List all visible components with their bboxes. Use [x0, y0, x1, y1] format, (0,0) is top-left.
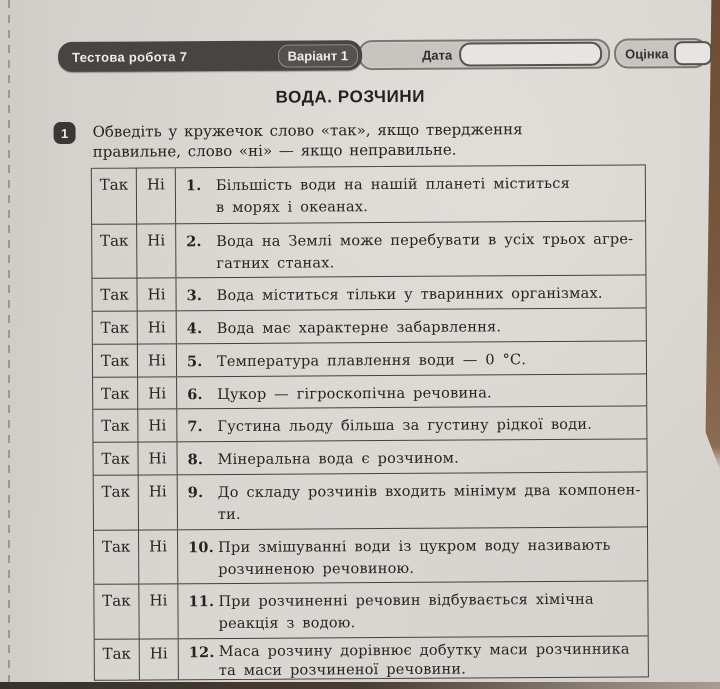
statement-number: 4. [186, 320, 203, 338]
statement-text [217, 283, 640, 308]
statement-line-2: розчиненою речовиною. [218, 560, 415, 578]
table-row [95, 635, 648, 679]
yes-option[interactable]: Так [93, 312, 138, 344]
table-row [93, 406, 646, 442]
statement-cell [177, 374, 646, 409]
no-option[interactable]: Ні [138, 311, 177, 343]
statement-text [218, 589, 641, 636]
yes-option[interactable]: Так [92, 224, 137, 278]
variant-badge: Варіант 1 [278, 44, 359, 67]
date-input[interactable] [459, 42, 602, 67]
no-option[interactable]: Ні [138, 410, 177, 442]
header-bar [58, 38, 669, 72]
table-row [94, 526, 647, 584]
statement-number: 6. [187, 385, 203, 403]
table-row [92, 220, 645, 278]
statement-number: 5. [186, 353, 203, 371]
table-row [93, 308, 646, 344]
test-work-label: Тестова робота 7 [72, 48, 188, 65]
test-work-section [58, 40, 362, 72]
no-option[interactable]: Ні [137, 279, 176, 311]
statement-line-1: Вода на Землі може перебувати в усіх трьох агре- [216, 231, 634, 250]
statement-number: 1. [185, 177, 202, 195]
instruction-line-2: правильне, слово «ні» — якщо неправильне. [92, 140, 457, 161]
statement-text [218, 534, 641, 581]
date-label: Дата [422, 47, 453, 63]
statement-line-1: Густина льоду більша за густину рідкої води. [217, 417, 593, 436]
statement-line-1: Маса розчину дорівнює добутку маси розчинника [218, 641, 630, 661]
statement-cell [178, 527, 647, 584]
statement-text [217, 316, 640, 341]
statement-line-1: Цукор — гігроскопічна речовина. [217, 385, 492, 403]
yes-option[interactable]: Так [92, 279, 137, 311]
statement-cell [178, 473, 647, 530]
statement-line-1: При змішуванні води із цукром воду називають [218, 537, 611, 556]
table-row [92, 165, 645, 223]
no-option[interactable]: Ні [139, 530, 178, 584]
no-option[interactable]: Ні [137, 168, 176, 223]
statement-cell [176, 165, 645, 223]
grade-label: Оцінка [625, 45, 669, 62]
table-row [93, 340, 646, 376]
statement-line-1: Вода має характерне забарвлення. [216, 319, 502, 338]
grade-section [614, 38, 708, 69]
statement-number: 3. [186, 287, 203, 305]
statement-line-2: та маси розчиненої речовини. [218, 661, 467, 680]
statement-cell [176, 276, 645, 311]
table-row [93, 439, 646, 475]
statement-line-1: Температура плавлення води — 0 °С. [216, 352, 527, 370]
table-row [94, 581, 647, 639]
no-option[interactable]: Ні [138, 377, 177, 409]
table-row [92, 275, 645, 311]
table-row [94, 472, 647, 530]
statement-number: 11. [188, 593, 215, 611]
statements-table [91, 164, 649, 680]
statement-text [218, 480, 641, 527]
no-option[interactable]: Ні [137, 224, 176, 278]
statement-text [217, 348, 640, 373]
no-option[interactable]: Ні [139, 585, 178, 639]
task-number-badge: 1 [54, 122, 76, 144]
statement-cell [177, 407, 646, 442]
no-option[interactable]: Ні [138, 344, 177, 376]
statement-number: 10. [188, 538, 214, 556]
statement-line-1: Мінеральна вода є розчином. [217, 450, 459, 469]
yes-option[interactable]: Так [92, 169, 137, 224]
statement-line-1: До складу розчинів входить мінімум два компонен- [217, 482, 641, 502]
statement-line-1: Більшість води на нашій планеті міститься [215, 175, 570, 195]
yes-option[interactable]: Так [93, 344, 138, 376]
statement-cell [177, 440, 646, 475]
grade-input[interactable] [674, 41, 712, 65]
statement-text [216, 172, 639, 219]
task-instruction [93, 119, 573, 162]
statement-text [219, 641, 642, 682]
statement-cell [177, 309, 646, 344]
statement-line-1: При розчиненні речовин відбувається хімічна [218, 592, 594, 611]
statement-cell [178, 582, 647, 639]
statement-number: 7. [187, 418, 203, 436]
statement-cell [176, 221, 645, 278]
statement-number: 2. [186, 232, 202, 250]
yes-option[interactable]: Так [94, 530, 139, 584]
statement-line-2: ти. [217, 506, 241, 524]
statement-cell [177, 341, 646, 376]
no-option[interactable]: Ні [138, 443, 177, 475]
yes-option[interactable]: Так [93, 443, 138, 475]
statement-cell [179, 636, 648, 679]
no-option[interactable]: Ні [140, 639, 179, 679]
statement-number: 12. [188, 644, 215, 662]
statement-text [217, 381, 640, 406]
yes-option[interactable]: Так [93, 377, 138, 409]
no-option[interactable]: Ні [139, 475, 178, 529]
yes-option[interactable]: Так [94, 585, 139, 639]
instruction-line-1: Обведіть у кружечок слово «так», якщо твердження [92, 120, 523, 141]
statement-text [217, 414, 640, 439]
statement-number: 9. [187, 484, 204, 502]
yes-option[interactable]: Так [93, 410, 138, 442]
statement-text [216, 228, 639, 275]
statement-number: 8. [187, 451, 204, 469]
statement-line-2: гатних станах. [216, 254, 335, 272]
statement-line-2: реакція з водою. [218, 615, 356, 633]
page-title: ВОДА. РОЗЧИНИ [275, 86, 426, 107]
statement-text [218, 447, 641, 472]
statement-line-2: в морях і океанах. [215, 199, 369, 217]
statement-line-1: Вода міститься тільки у тваринних організмах. [216, 285, 603, 305]
table-row [93, 373, 646, 409]
date-section [358, 39, 610, 71]
yes-option[interactable]: Так [95, 640, 140, 680]
yes-option[interactable]: Так [94, 476, 139, 530]
